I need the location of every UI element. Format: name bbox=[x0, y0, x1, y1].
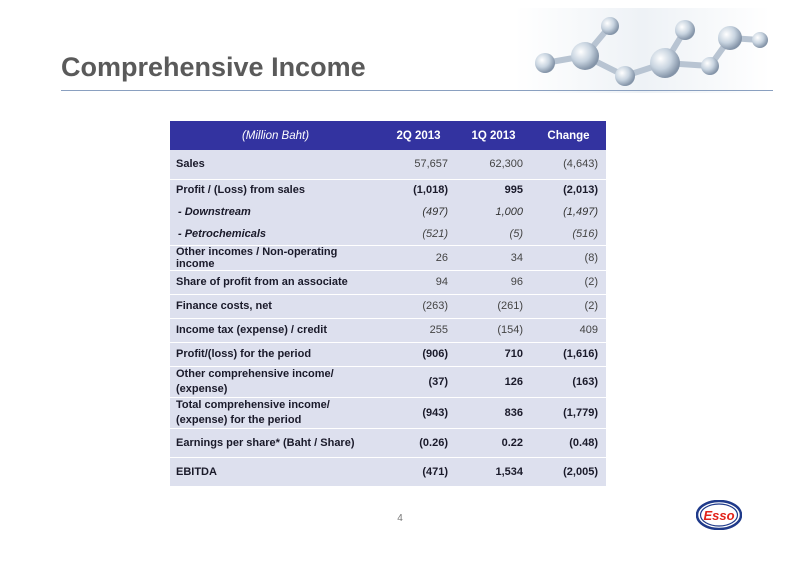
cell-change: (1,616) bbox=[531, 342, 606, 366]
row-label: Finance costs, net bbox=[170, 294, 381, 318]
cell-1q-2013: 0.22 bbox=[456, 428, 531, 457]
cell-1q-2013: 62,300 bbox=[456, 150, 531, 179]
cell-change: (516) bbox=[531, 223, 606, 245]
table-row bbox=[170, 150, 606, 179]
row-label: Sales bbox=[170, 150, 381, 179]
cell-change: (2,013) bbox=[531, 179, 606, 201]
row-label: - Downstream bbox=[170, 201, 381, 223]
cell-1q-2013: 96 bbox=[456, 270, 531, 294]
page-title: Comprehensive Income bbox=[61, 52, 366, 82]
cell-2q-2013: 94 bbox=[381, 270, 456, 294]
cell-2q-2013: (263) bbox=[381, 294, 456, 318]
cell-2q-2013: (497) bbox=[381, 201, 456, 223]
cell-1q-2013: 34 bbox=[456, 245, 531, 270]
cell-2q-2013: (521) bbox=[381, 223, 456, 245]
cell-1q-2013: 995 bbox=[456, 179, 531, 201]
table-row bbox=[170, 366, 606, 397]
cell-1q-2013: (5) bbox=[456, 223, 531, 245]
table-row bbox=[170, 201, 606, 223]
cell-1q-2013: 126 bbox=[456, 366, 531, 397]
header-change: Change bbox=[531, 121, 606, 150]
row-label: - Petrochemicals bbox=[170, 223, 381, 245]
molecule-graphic bbox=[515, 8, 770, 93]
row-label: Profit / (Loss) from sales bbox=[170, 179, 381, 201]
cell-2q-2013: 26 bbox=[381, 245, 456, 270]
row-label: EBITDA bbox=[170, 457, 381, 486]
row-label: Total comprehensive income/ (expense) for the period bbox=[170, 397, 381, 428]
cell-2q-2013: (943) bbox=[381, 397, 456, 428]
esso-logo bbox=[696, 500, 742, 530]
cell-change: (163) bbox=[531, 366, 606, 397]
table-header-row bbox=[170, 121, 606, 150]
cell-1q-2013: 1,534 bbox=[456, 457, 531, 486]
row-label: Profit/(loss) for the period bbox=[170, 342, 381, 366]
table-row bbox=[170, 294, 606, 318]
table-row bbox=[170, 397, 606, 428]
cell-1q-2013: (154) bbox=[456, 318, 531, 342]
table-row bbox=[170, 428, 606, 457]
row-label: Earnings per share* (Baht / Share) bbox=[170, 428, 381, 457]
cell-2q-2013: (37) bbox=[381, 366, 456, 397]
cell-1q-2013: 710 bbox=[456, 342, 531, 366]
cell-change: (8) bbox=[531, 245, 606, 270]
cell-2q-2013: (0.26) bbox=[381, 428, 456, 457]
row-label: Other comprehensive income/ (expense) bbox=[170, 366, 381, 397]
income-table bbox=[170, 121, 606, 487]
cell-2q-2013: 57,657 bbox=[381, 150, 456, 179]
table-row bbox=[170, 457, 606, 486]
cell-change: (2,005) bbox=[531, 457, 606, 486]
cell-change: (2) bbox=[531, 270, 606, 294]
cell-change: (2) bbox=[531, 294, 606, 318]
cell-change: (1,779) bbox=[531, 397, 606, 428]
title-underline bbox=[61, 90, 773, 91]
header-unit: (Million Baht) bbox=[170, 121, 381, 150]
page-number: 4 bbox=[397, 513, 403, 524]
row-label: Other incomes / Non-operating income bbox=[170, 245, 381, 270]
cell-2q-2013: (471) bbox=[381, 457, 456, 486]
cell-1q-2013: 836 bbox=[456, 397, 531, 428]
table-row bbox=[170, 179, 606, 201]
row-label: Share of profit from an associate bbox=[170, 270, 381, 294]
cell-1q-2013: (261) bbox=[456, 294, 531, 318]
cell-2q-2013: (906) bbox=[381, 342, 456, 366]
table-row bbox=[170, 342, 606, 366]
table-row bbox=[170, 270, 606, 294]
cell-change: (0.48) bbox=[531, 428, 606, 457]
cell-change: 409 bbox=[531, 318, 606, 342]
header-2q-2013: 2Q 2013 bbox=[381, 121, 456, 150]
cell-change: (4,643) bbox=[531, 150, 606, 179]
cell-1q-2013: 1,000 bbox=[456, 201, 531, 223]
table-row bbox=[170, 223, 606, 245]
row-label: Income tax (expense) / credit bbox=[170, 318, 381, 342]
table-row bbox=[170, 318, 606, 342]
header-1q-2013: 1Q 2013 bbox=[456, 121, 531, 150]
cell-2q-2013: 255 bbox=[381, 318, 456, 342]
cell-2q-2013: (1,018) bbox=[381, 179, 456, 201]
svg-text:Esso: Esso bbox=[703, 508, 735, 523]
table-row bbox=[170, 245, 606, 270]
cell-change: (1,497) bbox=[531, 201, 606, 223]
